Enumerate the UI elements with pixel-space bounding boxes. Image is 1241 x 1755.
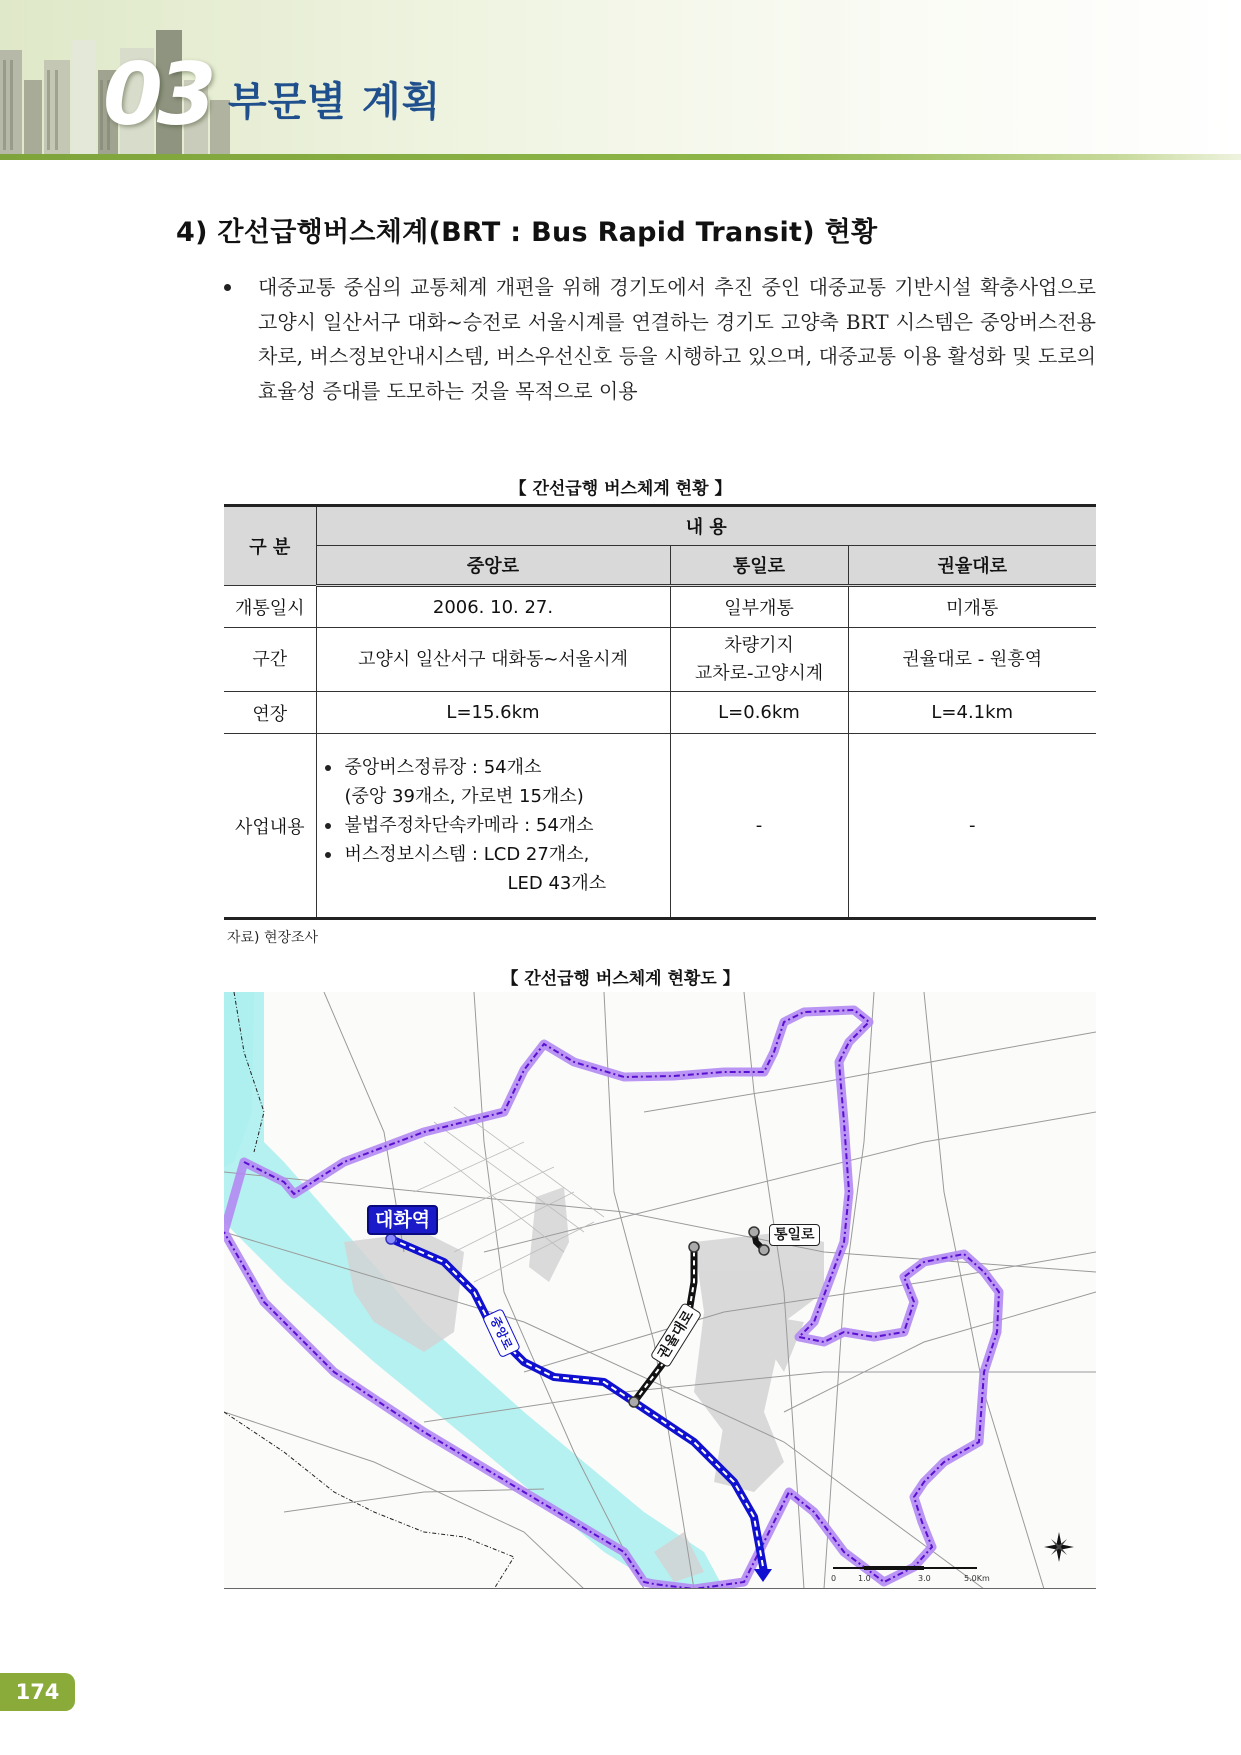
bullet-icon: [325, 852, 331, 858]
scale-label-3: 3.0: [918, 1574, 931, 1583]
table-row-opening-date: [224, 586, 1096, 628]
list-item: 불법주정차단속카메라 : 54개소: [323, 811, 670, 840]
north-arrow-icon: [1044, 1532, 1074, 1562]
table-row-section: [224, 628, 1096, 692]
banner-divider: [0, 154, 1241, 160]
cell-jungang: 2006. 10. 27.: [316, 586, 670, 628]
cell-tongil-line1: 차량기지: [724, 634, 794, 656]
scale-label-1: 1.0: [858, 1574, 871, 1583]
map-graphic: [224, 992, 1096, 1589]
cell-gwonyul: -: [848, 734, 1096, 919]
cell-tongil: -: [670, 734, 848, 919]
page-number: 174: [0, 1673, 75, 1711]
route-label-gwonyul: 권율대로: [650, 1302, 703, 1368]
header-content: 내 용: [316, 506, 1096, 546]
cell-jungang: 고양시 일산서구 대화동~서울시계: [316, 628, 670, 692]
list-item: 중앙버스정류장 : 54개소: [323, 753, 670, 782]
route-label-tongil: 통일로: [769, 1224, 820, 1246]
chapter-title: 부문별 계획: [228, 79, 442, 125]
station-label-daehwa: 대화역: [367, 1205, 438, 1235]
daehwa-station-node: [386, 1234, 396, 1244]
cell-jungang: L=15.6km: [316, 692, 670, 734]
bullet-icon: [325, 765, 331, 771]
table-row-length: [224, 692, 1096, 734]
cell-tongil-line2: 교차로-고양시계: [694, 662, 824, 684]
row-label: 구간: [224, 628, 316, 692]
scale-label-5: 5.0Km: [964, 1574, 990, 1583]
brt-status-table: [224, 504, 1096, 920]
cell-gwonyul: 미개통: [848, 586, 1096, 628]
route-label-jungang: 중앙로: [482, 1308, 521, 1358]
brt-route-map: [224, 992, 1096, 1589]
paragraph-text: 대중교통 중심의 교통체계 개편을 위해 경기도에서 추진 중인 대중교통 기반시설 확충사업으로 고양시 일산서구 대화~승전로 서울시계를 연결하는 경기도 고양축 BRT 시스템은 중앙버스전용차로, 버스정보안내시스템, 버스우선신호 등을 시행하고 있으며, 대중교통 이용 활성화 및 도로의 효율성 증대를 도모하는 것을 목적으로 이용: [258, 275, 1096, 403]
map-caption: 【 간선급행 버스체계 현황도 】: [501, 969, 740, 989]
scale-label-0: 0: [831, 1574, 837, 1583]
chapter-number: 03: [103, 45, 211, 145]
cell-tongil: L=0.6km: [670, 692, 848, 734]
bullet-icon: [224, 284, 231, 291]
bullet-icon: [325, 823, 331, 829]
table-caption: 【 간선급행 버스체계 현황 】: [509, 479, 732, 499]
table-row-business: [224, 734, 1096, 919]
cell-tongil: 일부개통: [670, 586, 848, 628]
list-item: 버스정보시스템 : LCD 27개소,: [323, 840, 670, 869]
chapter-banner: [0, 0, 1241, 158]
row-label: 사업내용: [224, 734, 316, 919]
arrow-head: [754, 1569, 772, 1582]
header-category: 구 분: [224, 506, 316, 586]
cell-gwonyul: L=4.1km: [848, 692, 1096, 734]
row-label: 연장: [224, 692, 316, 734]
row-label: 개통일시: [224, 586, 316, 628]
list-item-continuation: LED 43개소: [507, 873, 607, 894]
cell-jungang: [316, 734, 670, 919]
header-jungang: 중앙로: [316, 546, 670, 586]
header-tongil: 통일로: [670, 546, 848, 586]
list-item-continuation: (중앙 39개소, 가로변 15개소): [344, 786, 584, 807]
business-list: [317, 753, 670, 898]
bullet-paragraph: [226, 270, 1096, 408]
section-title: 4) 간선급행버스체계(BRT : Bus Rapid Transit) 현황: [176, 217, 878, 248]
header-gwonyul: 권율대로: [848, 546, 1096, 586]
cell-tongil: [670, 628, 848, 692]
source-note: 자료) 현장조사: [227, 930, 319, 946]
cell-gwonyul: 권율대로 - 원흥역: [848, 628, 1096, 692]
